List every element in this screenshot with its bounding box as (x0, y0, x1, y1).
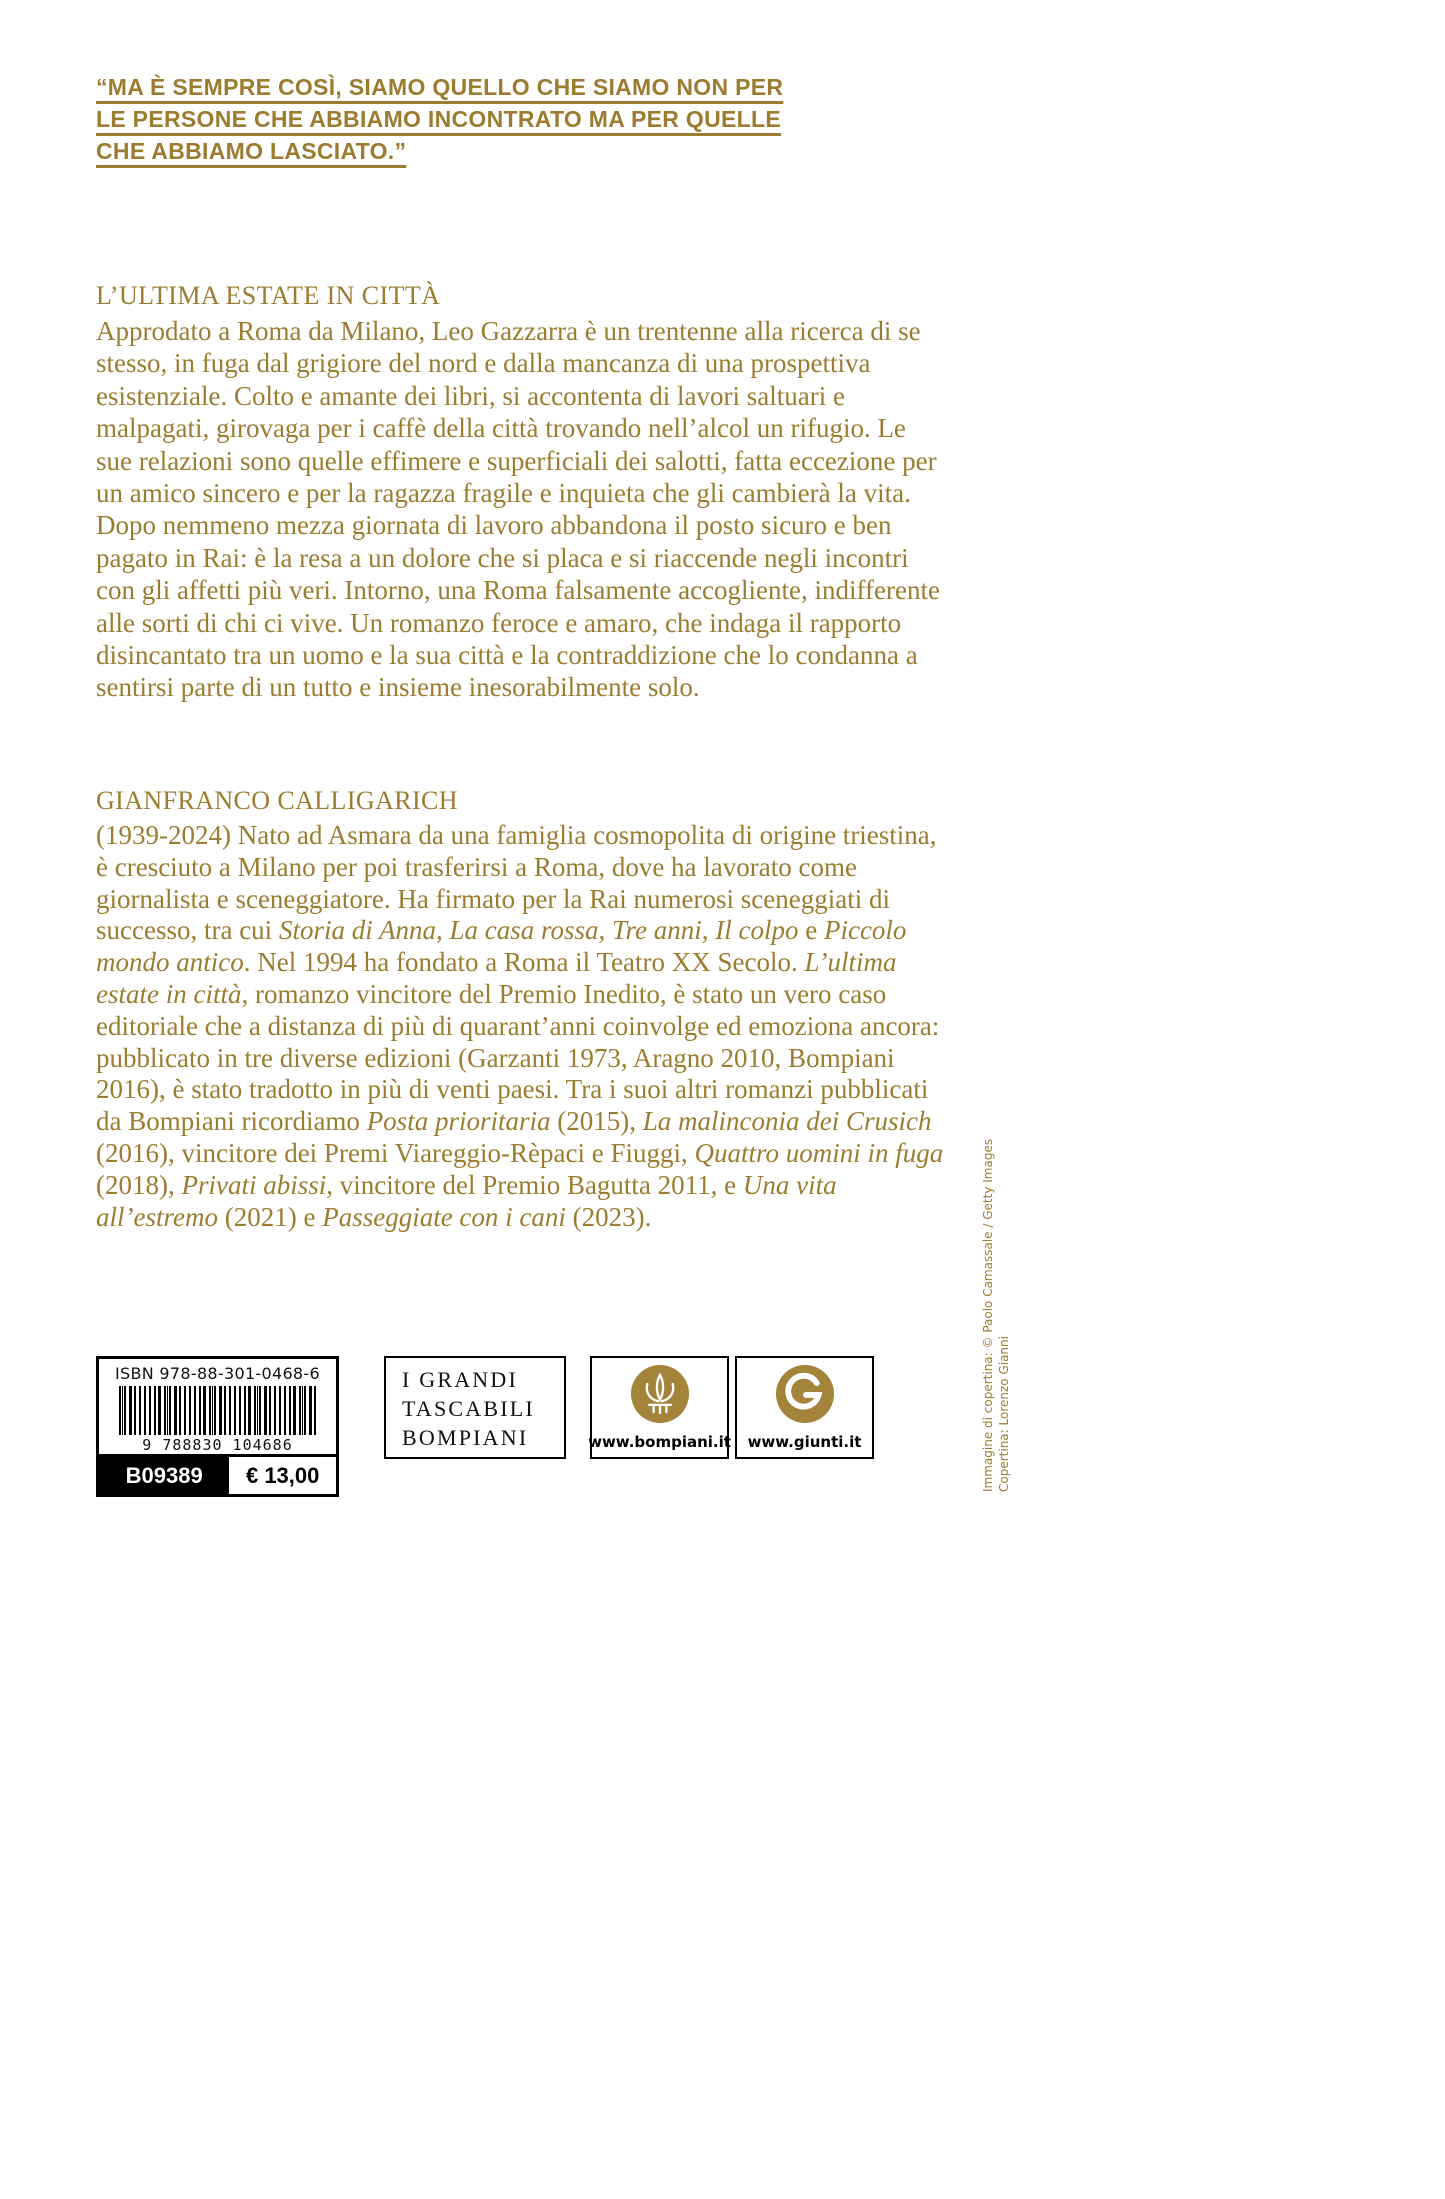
footer-strip (96, 1356, 874, 1497)
giunti-url: www.giunti.it (747, 1433, 862, 1451)
imprint-line: TASCABILI (402, 1396, 535, 1421)
author-bio-text: (1939-2024) Nato ad Asmara da una famiglia cosmopolita di origine triestina, è cresciuto a Milano per poi trasferirsi a Roma, dove ha lavorato come giornalista e sceneggiatore. Ha firmato per la Rai numerosi sceneggiati di successo, tra cui Storia di Anna, La casa rossa, Tre anni, Il colpo e Piccolo mondo antico. Nel 1994 ha fondato a Roma il Teatro XX Secolo. L’ultima estate in città, romanzo vincitore del Premio Inedito, è stato un vero caso editoriale che a distanza di più di quarant’anni coinvolge ed emoziona ancora: pubblicato in tre diverse edizioni (Garzanti 1973, Aragno 2010, Bompiani 2016), è stato tradotto in più di venti paesi. Tra i suoi altri romanzi pubblicati da Bompiani ricordiamo Posta prioritaria (2015), La malinconia dei Crusich (2016), vincitore dei Premi Viareggio-Rèpaci e Fiuggi, Quattro uomini in fuga (2018), Privati abissi, vincitore del Premio Bagutta 2011, e Una vita all’estremo (2021) e Passeggiate con i cani (2023). (96, 820, 944, 1232)
cover-quote (96, 72, 796, 168)
bompiani-box (590, 1356, 729, 1459)
quote-line: “MA È SEMPRE COSÌ, SIAMO QUELLO CHE SIAMO NON PER (96, 74, 784, 100)
giunti-logo-icon (776, 1365, 834, 1423)
author-section (96, 786, 944, 1233)
bompiani-logo-icon (631, 1365, 689, 1423)
author-name-heading: GIANFRANCO CALLIGARICH (96, 786, 458, 815)
credit-design-line: Copertina: Lorenzo Gianni (997, 1336, 1011, 1492)
synopsis-text: Approdato a Roma da Milano, Leo Gazzarra è un trentenne alla ricerca di se stesso, in fuga dal grigiore del nord e dalla mancanza di una prospettiva esistenziale. Colto e amante dei libri, si accontenta di lavori saltuari e malpagati, girovaga per i caffè della città trovando nell’alcol un rifugio. Le sue relazioni sono quelle effimere e superficiali dei salotti, fatta eccezione per un amico sincero e per la ragazza fragile e inquieta che gli cambierà la vita. Dopo nemmeno mezza giornata di lavoro abbandona il posto sicuro e ben pagato in Rai: è la resa a un dolore che si placa e si riaccende negli incontri con gli affetti più veri. Intorno, una Roma falsamente accogliente, indifferente alle sorti di chi ci vive. Un romanzo feroce e amaro, che indaga il rapporto disincantato tra un uomo e la sua città e la contraddizione che lo condanna a sentirsi parte di un tutto e insieme inesorabilmente solo. (96, 316, 940, 703)
credit-image-line: Immagine di copertina: © Paolo Camassale / Getty Images (981, 1138, 995, 1492)
cover-credits (980, 1138, 1012, 1492)
synopsis-section (96, 281, 944, 704)
isbn-label: ISBN 978-88-301-0468-6 (115, 1364, 320, 1383)
price-label: € 13,00 (229, 1457, 336, 1494)
book-title-heading: L’ULTIMA ESTATE IN CITTÀ (96, 281, 441, 310)
barcode-box (96, 1356, 339, 1457)
quote-line: LE PERSONE CHE ABBIAMO INCONTRATO MA PER QUELLE (96, 106, 781, 132)
edition-code: B09389 (99, 1457, 229, 1494)
imprint-box (384, 1356, 566, 1459)
imprint-line: I GRANDI (402, 1367, 518, 1392)
bompiani-url: www.bompiani.it (588, 1433, 731, 1451)
barcode-bars (119, 1386, 317, 1435)
quote-line: CHE ABBIAMO LASCIATO.” (96, 138, 407, 164)
imprint-line: BOMPIANI (402, 1425, 529, 1450)
giunti-box (735, 1356, 874, 1459)
price-row (96, 1457, 339, 1497)
barcode-digits: 9 788830 104686 (142, 1436, 293, 1454)
barcode-block (96, 1356, 339, 1497)
